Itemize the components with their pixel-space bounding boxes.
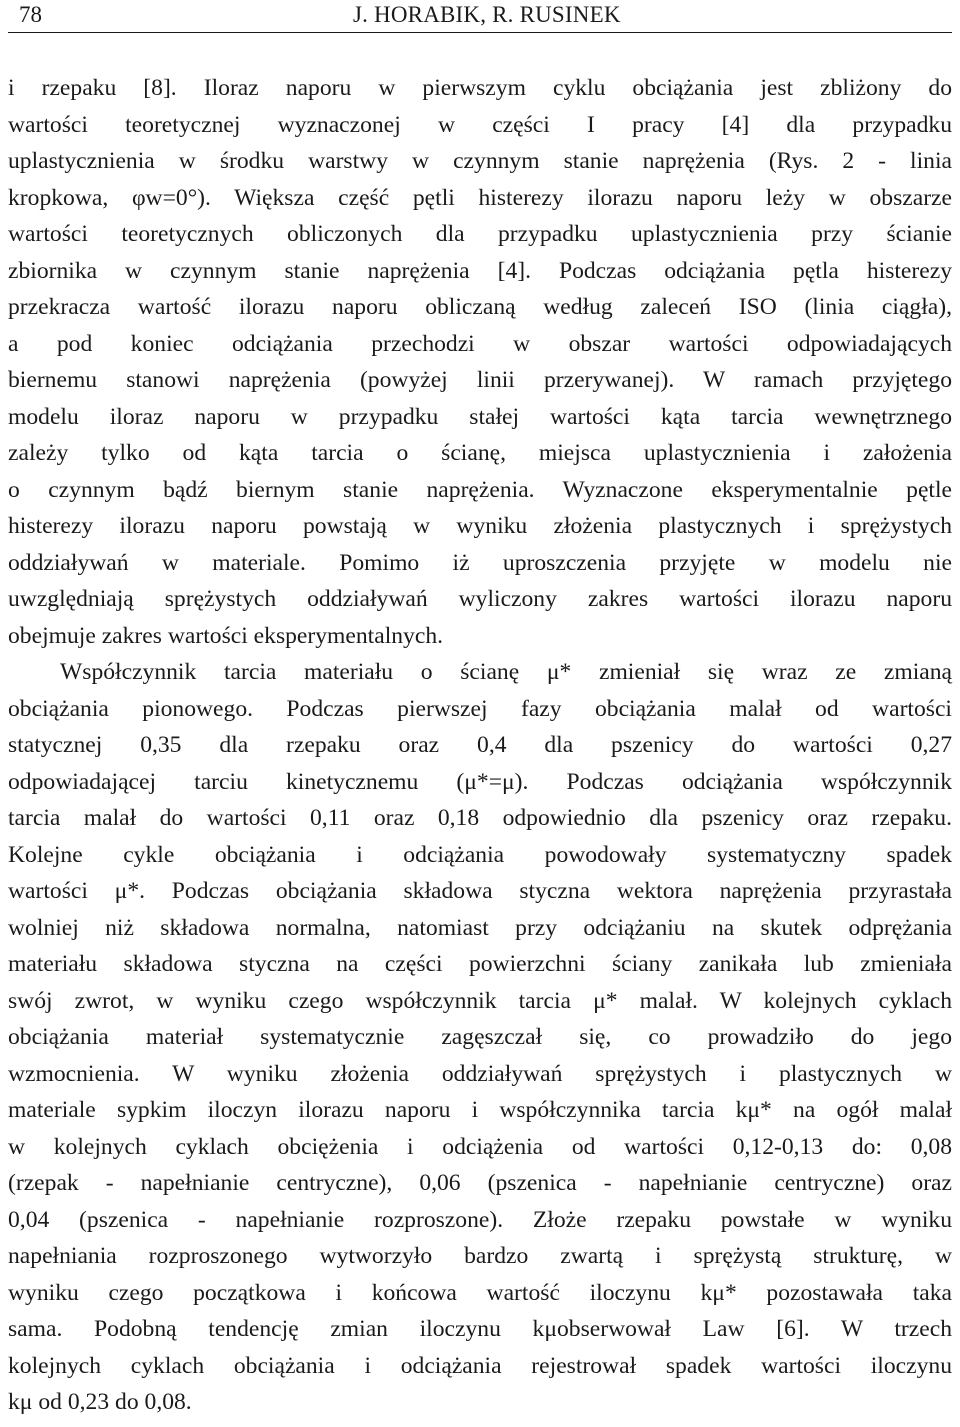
text-line: przekracza wartość ilorazu naporu obliczaną według zaleceń ISO (linia ciągła), — [8, 294, 952, 320]
text-line: odpowiadającej tarciu kinetycznemu (μ*=μ). Podczas odciążania współczynnik — [8, 768, 952, 795]
paragraph-2 — [8, 654, 952, 1421]
text-line: a pod koniec odciążania przechodzi w obszar wartości odpowiadających — [8, 330, 952, 357]
text-line: statycznej 0,35 dla rzepaku oraz 0,4 dla pszenicy do wartości 0,27 — [8, 732, 952, 758]
text-line: kropkowa, φw=0°). Większa część pętli histerezy ilorazu naporu leży w obszarze — [8, 184, 952, 211]
text-line: obciążania pionowego. Podczas pierwszej fazy obciążania malał od wartości — [8, 695, 952, 722]
text-line: materiale sypkim iloczyn ilorazu naporu i współczynnika tarcia kμ* na ogół malał — [8, 1097, 952, 1123]
text-line: wolniej niż składowa normalna, natomiast przy odciążaniu na skutek odprężania — [8, 914, 952, 941]
text-line: wyniku czego początkowa i końcowa wartość iloczynu kμ* pozostawała taka — [8, 1279, 952, 1306]
text-line: obejmuje zakres wartości eksperymentalnych. — [8, 622, 444, 649]
text-line: swój zwrot, w wyniku czego współczynnik tarcia μ* malał. W kolejnych cyklach — [8, 987, 952, 1014]
page-number: 78 — [19, 2, 42, 27]
text-line: histerezy ilorazu naporu powstają w wyniku złożenia plastycznych i sprężystych — [8, 513, 952, 539]
text-line: modelu iloraz naporu w przypadku stałej wartości kąta tarcia wewnętrznego — [8, 403, 952, 430]
text-line: napełniania rozproszonego wytworzyło bardzo zwartą i sprężystą strukturę, w — [8, 1243, 952, 1269]
text-line: materiału składowa styczna na części powierzchni ściany zanikała lub zmieniała — [8, 951, 952, 977]
text-line: obciążania materiał systematycznie zagęszczał się, co prowadziło do jego — [8, 1024, 952, 1050]
text-line: sama. Podobną tendencję zmian iloczynu kμobserwował Law [6]. W trzech — [8, 1316, 952, 1342]
text-line: kolejnych cyklach obciążania i odciążania rejestrował spadek wartości iloczynu — [8, 1352, 952, 1379]
text-line: o czynnym bądź biernym stanie naprężenia. Wyznaczone eksperymentalnie pętle — [8, 476, 952, 503]
text-line: i rzepaku [8]. Iloraz naporu w pierwszym cyklu obciążania jest zbliżony do — [8, 75, 952, 101]
text-line: 0,04 (pszenica - napełnianie rozproszone). Złoże rzepaku powstałe w wyniku — [8, 1206, 952, 1233]
body-text — [8, 70, 952, 1421]
text-line: kμ od 0,23 do 0,08. — [8, 1389, 192, 1415]
text-line: wartości teoretycznej wyznaczonej w części I pracy [4] dla przypadku — [8, 111, 952, 138]
page-header — [8, 2, 952, 32]
text-line: uplastycznienia w środku warstwy w czynnym stanie naprężenia (Rys. 2 - linia — [8, 148, 952, 174]
text-line: (rzepak - napełnianie centryczne), 0,06 (pszenica - napełnianie centryczne) oraz — [8, 1170, 952, 1196]
text-line: wzmocnienia. W wyniku złożenia oddziaływań sprężystych i plastycznych w — [8, 1060, 952, 1087]
header-rule — [8, 32, 952, 33]
text-line: wartości μ*. Podczas obciążania składowa styczna wektora naprężenia przyrastała — [8, 878, 952, 904]
text-line: w kolejnych cyklach obciężenia i odciążenia od wartości 0,12-0,13 do: 0,08 — [8, 1133, 952, 1160]
text-line: wartości teoretycznych obliczonych dla przypadku uplastycznienia przy ścianie — [8, 221, 952, 247]
paragraph-1 — [8, 70, 952, 654]
text-line: biernemu stanowi naprężenia (powyżej linii przerywanej). W ramach przyjętego — [8, 367, 952, 393]
text-line: Kolejne cykle obciążania i odciążania powodowały systematyczny spadek — [8, 841, 952, 868]
text-line: zależy tylko od kąta tarcia o ścianę, miejsca uplastycznienia i założenia — [8, 440, 952, 466]
text-line: Współczynnik tarcia materiału o ścianę μ* zmieniał się wraz ze zmianą — [60, 659, 952, 685]
text-line: uwzględniają sprężystych oddziaływań wyliczony zakres wartości ilorazu naporu — [8, 586, 952, 612]
text-line: oddziaływań w materiale. Pomimo iż uproszczenia przyjęte w modelu nie — [8, 549, 952, 576]
text-line: tarcia malał do wartości 0,11 oraz 0,18 odpowiednio dla pszenicy oraz rzepaku. — [8, 805, 952, 831]
text-line: zbiornika w czynnym stanie naprężenia [4]. Podczas odciążania pętla histerezy — [8, 257, 952, 284]
running-head: J. HORABIK, R. RUSINEK — [353, 2, 621, 27]
